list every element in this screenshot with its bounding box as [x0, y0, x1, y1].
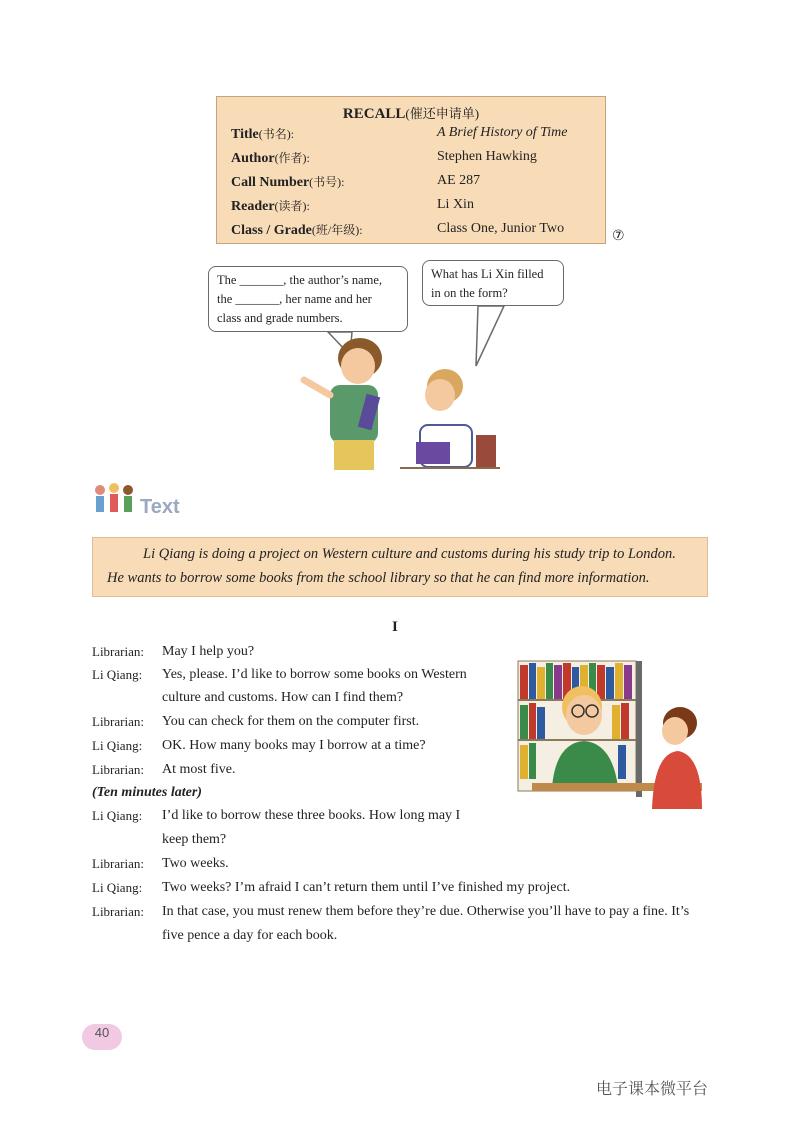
row-label-cn: (班/年级):: [311, 223, 363, 237]
speaker-label: Librarian:: [92, 644, 144, 659]
recall-row-author: [231, 149, 310, 167]
recall-row-reader: [231, 197, 310, 215]
bubble-line: the _______, her name and her: [217, 292, 372, 306]
section-number: I: [392, 619, 398, 635]
dialogue-line: OK. How many books may I borrow at a time?: [162, 738, 426, 753]
girl-book: [416, 442, 450, 464]
speaker-label: Librarian:: [92, 714, 144, 729]
dialogue-line: In that case, you must renew them before they’re due. Otherwise you’ll have to pay a fine. It’s: [162, 904, 690, 919]
section-header-text: Text: [140, 496, 180, 518]
stage-direction: (Ten minutes later): [92, 785, 202, 800]
bubble-tail-right: [476, 306, 504, 366]
recall-row-title: [231, 125, 294, 143]
recall-form: [216, 96, 606, 244]
window-frame: [636, 661, 642, 797]
intro-line: He wants to borrow some books from the school library so that he can find more information.: [107, 570, 650, 586]
student-face: [662, 717, 688, 745]
dialogue-line: keep them?: [162, 832, 227, 847]
row-value-author: Stephen Hawking: [437, 149, 537, 164]
row-label: Class / Grade: [231, 223, 312, 238]
dialogue-line: At most five.: [162, 762, 236, 777]
dialogue-line: You can check for them on the computer first.: [162, 714, 420, 729]
dialogue-line: Two weeks.: [162, 856, 229, 871]
speaker-label: Li Qiang:: [92, 808, 143, 823]
recall-form-title: [217, 103, 605, 123]
row-label-cn: (书名):: [258, 127, 295, 141]
boy-pants: [334, 440, 374, 470]
watermark: 电子课本微平台: [596, 1079, 709, 1098]
dialogue-line: five pence a day for each book.: [162, 928, 338, 943]
speaker-label: Librarian:: [92, 856, 144, 871]
speaker-label: Librarian:: [92, 762, 144, 777]
girl-face: [425, 379, 455, 411]
row-label: Title: [231, 127, 259, 142]
intro-box: [92, 537, 708, 597]
text-section-icon: [92, 480, 140, 516]
row-label: Call Number: [231, 175, 310, 190]
bubble-line: What has Li Xin filled: [431, 267, 544, 281]
dialogue-line: I’d like to borrow these three books. How long may I: [162, 808, 461, 823]
row-label: Reader: [231, 199, 275, 214]
recall-title-en: RECALL: [342, 106, 406, 122]
row-label-cn: (读者):: [274, 199, 310, 213]
row-value-title: A Brief History of Time: [437, 125, 568, 140]
bubble-line: in on the form?: [431, 286, 508, 300]
recall-row-call-number: [231, 173, 345, 191]
speaker-label: Li Qiang:: [92, 738, 143, 753]
student-jacket: [652, 751, 702, 809]
dialogue-line: Two weeks? I’m afraid I can’t return them until I’ve finished my project.: [162, 880, 571, 895]
bubble-line: class and grade numbers.: [217, 311, 343, 325]
boy-arm: [304, 380, 330, 395]
row-value-class-grade: Class One, Junior Two: [437, 221, 565, 236]
intro-line: Li Qiang is doing a project on Western culture and customs during his study trip to London.: [143, 546, 676, 562]
page-number: 40: [82, 1024, 122, 1050]
row-label-cn: (书号):: [309, 175, 345, 189]
speaker-label: Librarian:: [92, 904, 144, 919]
row-value-call-number: AE 287: [437, 173, 481, 188]
row-value-reader: Li Xin: [437, 197, 474, 212]
chair: [476, 435, 496, 469]
recall-row-class-grade: [231, 221, 363, 239]
dialogue-line: culture and customs. How can I find them?: [162, 690, 404, 705]
speaker-label: Li Qiang:: [92, 667, 143, 682]
row-label: Author: [231, 151, 275, 166]
row-label-cn: (作者):: [274, 151, 310, 165]
dialogue-line: May I help you?: [162, 644, 255, 659]
boy-face: [341, 348, 375, 384]
speaker-label: Li Qiang:: [92, 880, 143, 895]
library-illustration: [512, 657, 708, 812]
bubble-line: The _______, the author’s name,: [217, 273, 383, 287]
recall-title-cn: (催还申请单): [405, 106, 480, 121]
exercise-marker: ⑦: [612, 228, 625, 244]
dialogue-line: Yes, please. I’d like to borrow some books on Western: [162, 667, 467, 682]
students-illustration: [290, 300, 520, 475]
